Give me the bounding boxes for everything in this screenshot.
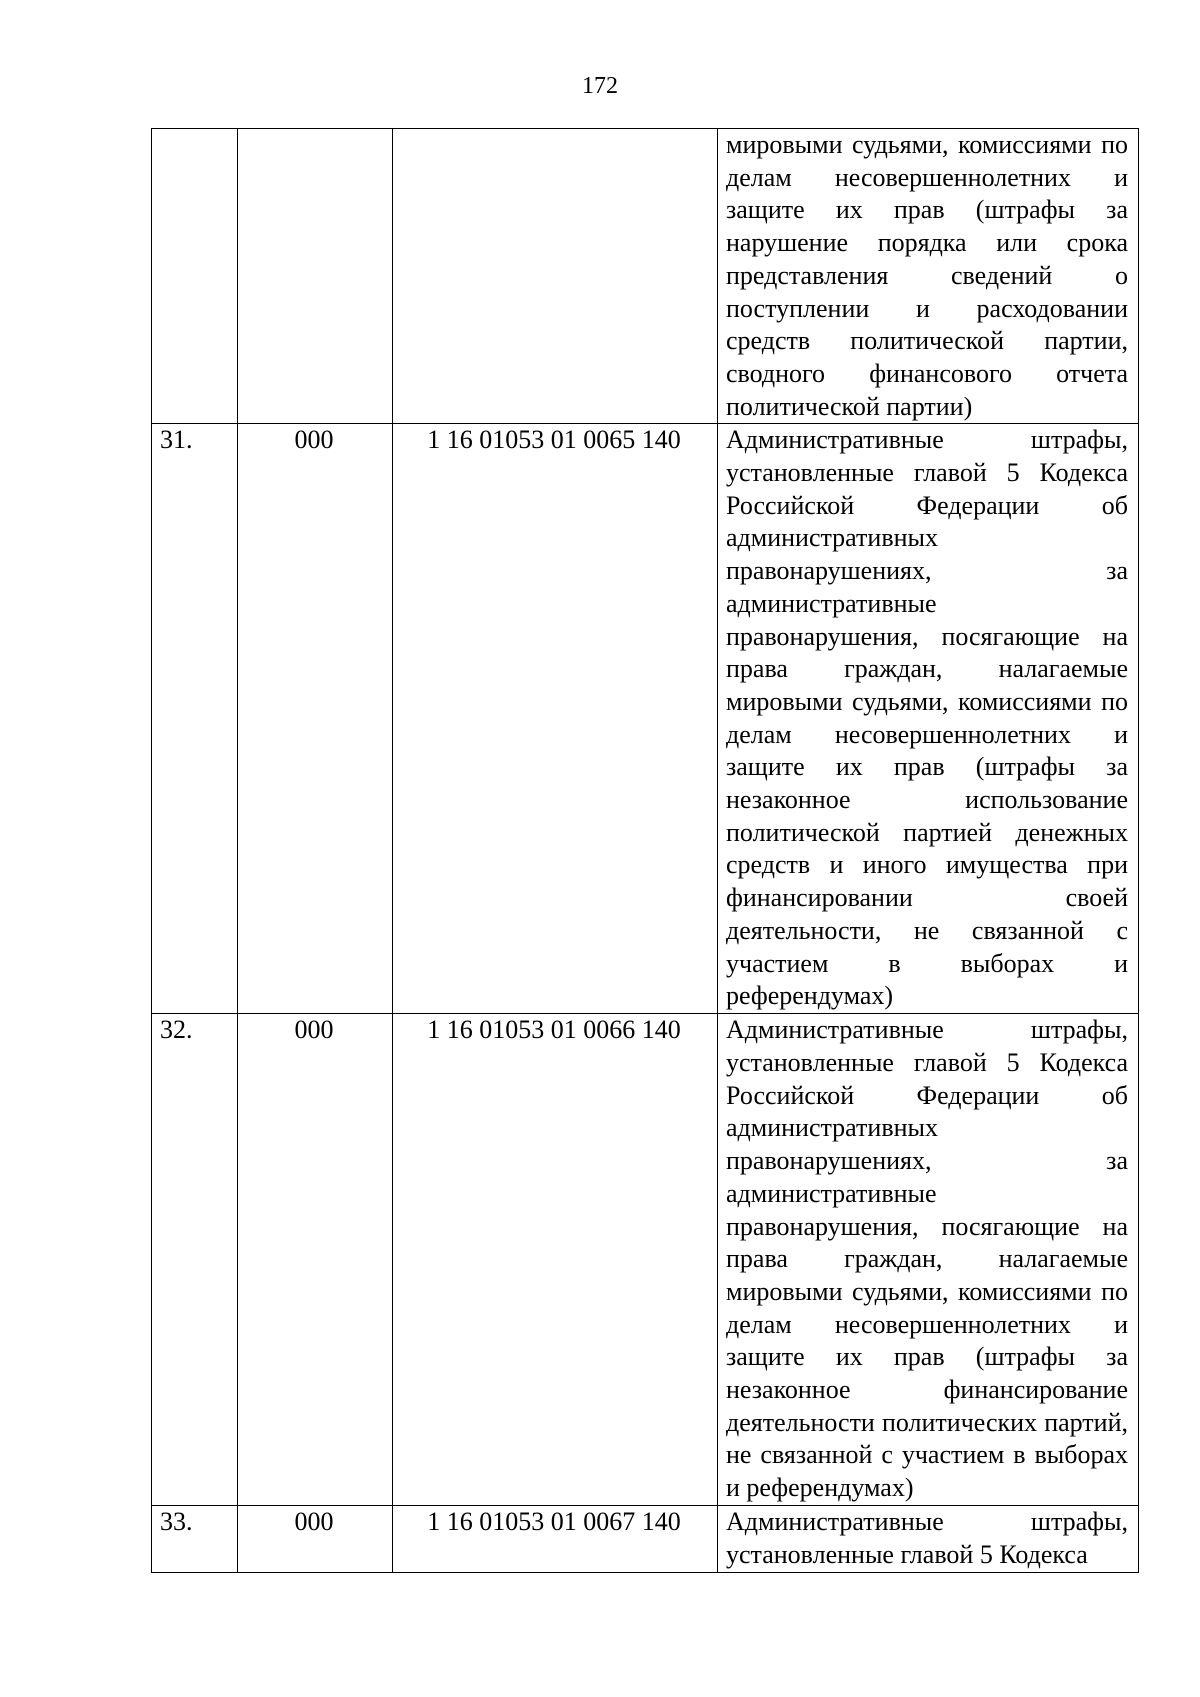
description-cell: Административные штрафы, установленные главой 5 Кодекса bbox=[718, 1506, 1139, 1572]
admin-code-cell: 000 bbox=[238, 1506, 393, 1572]
admin-code-cell: 000 bbox=[238, 1014, 393, 1506]
kbk-code-cell: 1 16 01053 01 0065 140 bbox=[393, 424, 718, 1014]
description-cell: Административные штрафы, установленные главой 5 Кодекса Российской Федерации об административных правонарушениях, за административные правонарушения, посягающие на права граждан, налагаемые мировыми судьями, комиссиями по делам несовершеннолетних и защите их прав (штрафы за незаконное финансирование деятельности политических партий, не связанной с участием в выборах и референдумах) bbox=[718, 1014, 1139, 1506]
row-number-cell: 31. bbox=[152, 424, 238, 1014]
admin-code-cell bbox=[238, 129, 393, 424]
row-number-cell: 32. bbox=[152, 1014, 238, 1506]
row-number-cell bbox=[152, 129, 238, 424]
table-row bbox=[152, 424, 1139, 1014]
table-row bbox=[152, 1506, 1139, 1572]
page-number: 172 bbox=[582, 73, 618, 99]
kbk-code-cell: 1 16 01053 01 0067 140 bbox=[393, 1506, 718, 1572]
kbk-code-cell bbox=[393, 129, 718, 424]
budget-classification-table bbox=[151, 128, 1139, 1573]
table-row bbox=[152, 129, 1139, 424]
table-row bbox=[152, 1014, 1139, 1506]
admin-code-cell: 000 bbox=[238, 424, 393, 1014]
row-number-cell: 33. bbox=[152, 1506, 238, 1572]
kbk-code-cell: 1 16 01053 01 0066 140 bbox=[393, 1014, 718, 1506]
description-cell: мировыми судьями, комиссиями по делам несовершеннолетних и защите их прав (штрафы за нарушение порядка или срока представления сведений о поступлении и расходовании средств политической партии, сводного финансового отчета политической партии) bbox=[718, 129, 1139, 424]
description-cell: Административные штрафы, установленные главой 5 Кодекса Российской Федерации об административных правонарушениях, за административные правонарушения, посягающие на права граждан, налагаемые мировыми судьями, комиссиями по делам несовершеннолетних и защите их прав (штрафы за незаконное использование политической партией денежных средств и иного имущества при финансировании своей деятельности, не связанной с участием в выборах и референдумах) bbox=[718, 424, 1139, 1014]
